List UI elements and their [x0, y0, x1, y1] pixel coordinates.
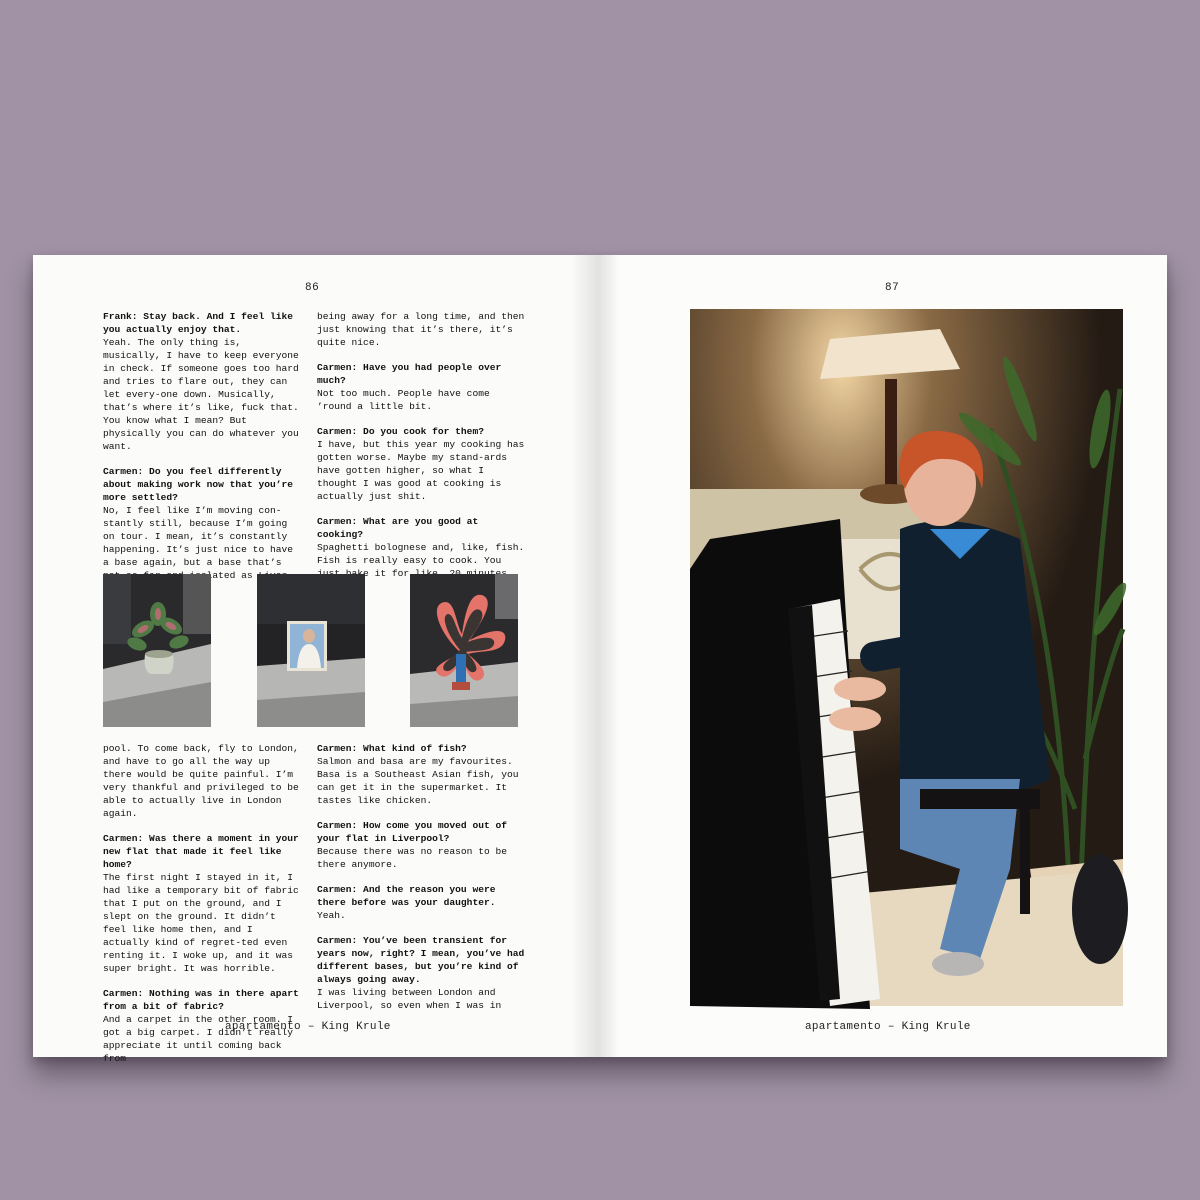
qa-block — [317, 515, 525, 580]
text-column-2-bottom — [317, 742, 527, 1024]
question-text: Carmen: What kind of fish? — [317, 743, 467, 754]
gutter-shadow — [571, 255, 599, 1057]
qa-block — [317, 883, 527, 922]
question-text: Carmen: Have you had people over much? — [317, 362, 502, 386]
question-text: Carmen: How come you moved out of your flat in Liverpool? — [317, 820, 507, 844]
footer-left: apartamento – King Krule — [225, 1021, 391, 1033]
magazine-spread — [33, 255, 1167, 1064]
question-text: Carmen: What are you good at cooking? — [317, 516, 479, 540]
question-text: Carmen: Nothing was in there apart from a bit of fabric? — [103, 988, 299, 1012]
answer-text: Spaghetti bolognese and, like, fish. Fish is really easy to cook. You it for — [317, 542, 525, 579]
plant-photo — [103, 574, 211, 727]
qa-block — [317, 361, 525, 413]
qa-block — [317, 934, 527, 1012]
answer-text: Yeah. The only thing is, musically, I have to keep everyone in check. If someone goes too hard and tries to flare out, they can let every-one down. Musically, that’s where it’s like, fuck that. You know what I mean? But physically you can do whatever you want. — [103, 337, 299, 452]
footer-right: apartamento – King Krule — [805, 1021, 971, 1033]
qa-block — [317, 819, 527, 871]
answer-text: pool. To come back, fly to London, and have to go all the way up there would be quite painful. I’m very thankful and privileged to be able to actually live in London again. — [103, 743, 299, 819]
qa-block — [317, 742, 527, 807]
qa-block — [103, 310, 299, 453]
piano-photo — [690, 309, 1123, 1006]
qa-block — [103, 832, 303, 975]
question-text: Carmen: Was there a moment in your new flat that made it feel like home? — [103, 833, 299, 870]
answer-text: Not too much. People have come ’round a little bit. — [317, 388, 490, 412]
left-page — [33, 255, 599, 1064]
answer-text: Salmon and basa are my favourites. Basa is a Southeast Asian fish, you can get it in the supermarket. It tastes like chicken. — [317, 756, 519, 806]
answer-text: Yeah. — [317, 910, 346, 921]
question-text: Carmen: And the reason you were there before was your daughter. — [317, 884, 496, 908]
postcard-photo — [257, 574, 365, 727]
answer-text: being away for a long time, and then just knowing that it’s there, it’s quite nice. — [317, 311, 525, 348]
answer-text: I have, but this year my cooking has gotten worse. Maybe my stand-ards have gotten higher, so what I thought I was good at cooking is actually just shit. — [317, 439, 525, 502]
page-number-right: 87 — [885, 282, 900, 294]
text-column-2-top — [317, 310, 525, 592]
sculpture-photo — [410, 574, 518, 727]
question-text: Frank: Stay back. And I feel like you actually enjoy that. — [103, 311, 293, 335]
answer-text: And a carpet in the other room. I got a big carpet. I didn’t really appreciate it until coming back from — [103, 1014, 293, 1064]
text-column-1-top — [103, 310, 299, 594]
qa-block — [317, 425, 525, 503]
question-text: Carmen: You’ve been transient for years now, right? I mean, you’ve had different bases, but you’re kind of always going away. — [317, 935, 525, 985]
question-text: Carmen: Do you cook for them? — [317, 426, 484, 437]
page-number-left: 86 — [305, 282, 320, 294]
gutter-shadow-right — [599, 255, 619, 1057]
qa-block — [103, 742, 303, 820]
answer-text: The first night I stayed in it, I had like a temporary bit of fabric that I put on the ground, and I slept on the ground. It didn’t feel like home then, and I actually kind of regret-ted even renting it. I woke up, and it was super bright. It was horrible. — [103, 872, 299, 974]
right-page — [599, 255, 1167, 1057]
question-text: Carmen: Do you feel differently about making work now that you’re more settled? — [103, 466, 293, 503]
qa-block — [317, 310, 525, 349]
answer-text: Because there was no reason to be there anymore. — [317, 846, 507, 870]
qa-block — [103, 465, 299, 582]
answer-text: No, I feel like I’m moving con-stantly still, because I’m going on tour. I mean, it’s constantly happening. It’s just nice to have a base again, but a base that’s isolated as — [103, 505, 293, 581]
answer-text: I was living between London and Liverpool, so even when I was in — [317, 987, 502, 1011]
